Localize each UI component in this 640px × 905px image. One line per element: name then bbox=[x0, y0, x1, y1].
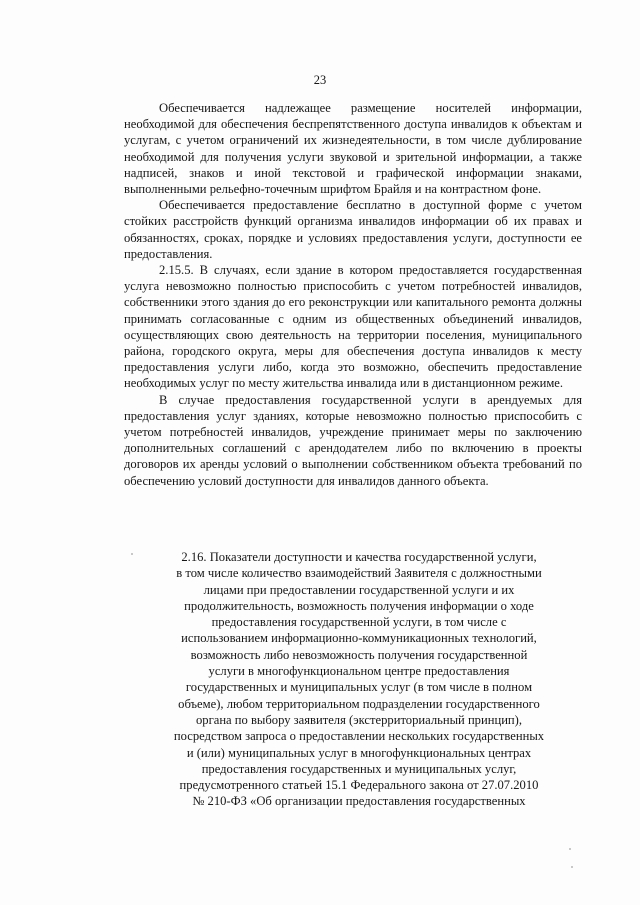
heading-line: услуги в многофункциональном центре предоставления bbox=[208, 664, 510, 679]
scan-speck bbox=[131, 553, 133, 555]
scan-speck bbox=[571, 866, 573, 868]
heading-line: использованием информационно-коммуникационных технологий, bbox=[181, 631, 537, 646]
paragraph-rented-buildings: В случае предоставления государственной услуги в арендуемых для предоставления услуг зданиях, которые невозможно полностью приспособить с учетом потребностей инвалидов, учреждение принимает меры по заключению дополнительных соглашений с арендодателем либо по включению в проекты договоров их аренды условий о выполнении собственником объекта требований по обеспечению условий доступности для инвалидов данного объекта. bbox=[124, 392, 582, 488]
heading-line: предоставления государственных и муниципальных услуг, bbox=[201, 761, 517, 776]
page-number: 23 bbox=[313, 73, 327, 87]
heading-line: посредством запроса о предоставлении нескольких государственных bbox=[173, 729, 545, 744]
heading-line: объеме), любом территориальном подразделении государственного bbox=[178, 696, 540, 711]
heading-line: № 210-ФЗ «Об организации предоставления государственных bbox=[192, 794, 526, 809]
paragraph-braille-information: Обеспечивается надлежащее размещение носителей информации, необходимой для обеспечения беспрепятственного доступа инвалидов к объектам и услугам, с учетом ограничений их жизнедеятельности, в том числе дублирование необходимой для получения услуги звуковой и зрительной информации, а также надписей, знаков и иной текстовой и графической информации знаками, выполненными рельефно-точечным шрифтом Брайля и на контрастном фоне. bbox=[124, 101, 582, 197]
scan-speck bbox=[569, 848, 571, 850]
body-text bbox=[124, 100, 582, 489]
heading-line: государственных и муниципальных услуг (в том числе в полном bbox=[185, 680, 533, 695]
heading-line: в том числе количество взаимодействий Заявителя с должностными bbox=[176, 566, 542, 581]
heading-line: предоставления государственной услуги, в том числе с bbox=[211, 615, 507, 630]
paragraph-free-information: Обеспечивается предоставление бесплатно в доступной форме с учетом стойких расстройств функций организма инвалидов информации об их правах и обязанностях, сроках, порядке и условиях предоставления услуги, доступности ее предоставления. bbox=[124, 198, 582, 261]
section-heading-2-16 bbox=[140, 549, 578, 810]
heading-line: предусмотренного статьей 15.1 Федерального закона от 27.07.2010 bbox=[179, 778, 539, 793]
paragraph-2-15-5: 2.15.5. В случаях, если здание в котором предоставляется государственная услуга невозможно полностью приспособить с учетом потребностей инвалидов, собственники этого здания до его реконструкции или капитального ремонта должны принимать согласованные с одним из общественных объединений инвалидов, осуществляющих свою деятельность на территории поселения, муниципального района, городского округа, меры для обеспечения доступа инвалидов к месту предоставления услуги либо, когда это возможно, обеспечить предоставление необходимых услуг по месту жительства инвалида или в дистанционном режиме. bbox=[124, 263, 582, 391]
heading-line: и (или) муниципальных услуг в многофункциональных центрах bbox=[186, 745, 532, 760]
heading-line: возможность либо невозможность получения государственной bbox=[190, 647, 528, 662]
heading-line: лицами при предоставлении государственной услуги и их bbox=[203, 582, 515, 597]
heading-line: 2.16. Показатели доступности и качества государственной услуги, bbox=[181, 550, 537, 564]
heading-line: продолжительность, возможность получения информации о ходе bbox=[184, 598, 534, 613]
heading-line: органа по выбору заявителя (экстерриториальный принцип), bbox=[195, 712, 523, 727]
